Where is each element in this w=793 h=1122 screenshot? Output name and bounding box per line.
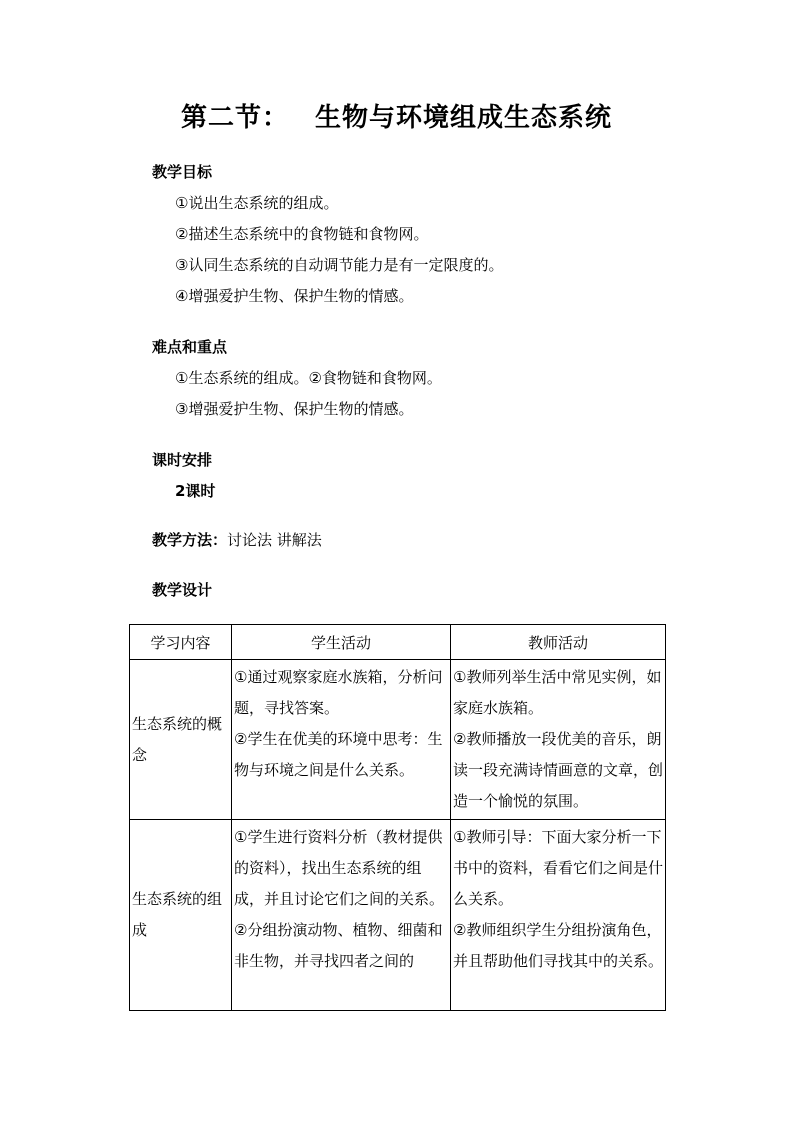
activity-paragraph: ②教师组织学生分组扮演角色，并且帮助他们寻找其中的关系。 xyxy=(453,921,664,970)
activity-paragraph: ①通过观察家庭水族箱，分析问题，寻找答案。 xyxy=(234,668,443,717)
method-label: 教学方法： xyxy=(152,531,228,549)
column-header: 教师活动 xyxy=(451,625,666,660)
objectives-heading: 教学目标 xyxy=(152,163,213,181)
column-header: 学生活动 xyxy=(232,625,451,660)
section-name: 生物与环境组成生态系统 xyxy=(315,103,613,133)
activity-paragraph: ②分组扮演动物、植物、细菌和非生物，并寻找四者之间的 xyxy=(234,921,443,970)
design-table xyxy=(129,624,666,1011)
key-points-heading: 难点和重点 xyxy=(152,338,228,356)
activity-paragraph: ②学生在优美的环境中思考：生物与环境之间是什么关系。 xyxy=(234,730,443,779)
activity-paragraph: ①学生进行资料分析（教材提供的资料），找出生态系统的组成，并且讨论它们之间的关系。 xyxy=(234,828,445,908)
key-point-item: ③增强爱护生物、保护生物的情感。 xyxy=(175,400,414,418)
page-title xyxy=(0,96,793,140)
objective-item: ①说出生态系统的组成。 xyxy=(175,194,339,212)
schedule-heading: 课时安排 xyxy=(152,451,213,469)
schedule-value: 2课时 xyxy=(175,482,216,500)
method-value: 讨论法 讲解法 xyxy=(227,531,322,549)
topic-cell: 生态系统的概念 xyxy=(130,660,232,820)
activity-paragraph: ①教师引导：下面大家分析一下书中的资料，看看它们之间是什么关系。 xyxy=(453,828,664,908)
activity-paragraph: ①教师列举生活中常见实例，如家庭水族箱。 xyxy=(453,668,662,717)
student-activity-cell xyxy=(232,660,451,820)
column-header: 学习内容 xyxy=(130,625,232,660)
section-number: 第二节： xyxy=(180,103,289,133)
teacher-activity-cell xyxy=(451,820,666,1011)
objective-item: ②描述生态系统中的食物链和食物网。 xyxy=(175,225,429,243)
topic-cell: 生态系统的组成 xyxy=(130,820,232,1011)
table-row xyxy=(130,820,666,1011)
student-activity-cell xyxy=(232,820,451,1011)
objective-item: ③认同生态系统的自动调节能力是有一定限度的。 xyxy=(175,256,504,274)
design-heading: 教学设计 xyxy=(152,581,213,599)
key-point-item: ①生态系统的组成。②食物链和食物网。 xyxy=(175,369,442,387)
objective-item: ④增强爱护生物、保护生物的情感。 xyxy=(175,287,414,305)
table-row xyxy=(130,660,666,820)
teaching-method xyxy=(152,529,322,551)
activity-paragraph: ②教师播放一段优美的音乐，朗读一段充满诗情画意的文章，创造一个愉悦的氛围。 xyxy=(453,730,664,810)
table-header-row xyxy=(130,625,666,660)
teacher-activity-cell xyxy=(451,660,666,820)
